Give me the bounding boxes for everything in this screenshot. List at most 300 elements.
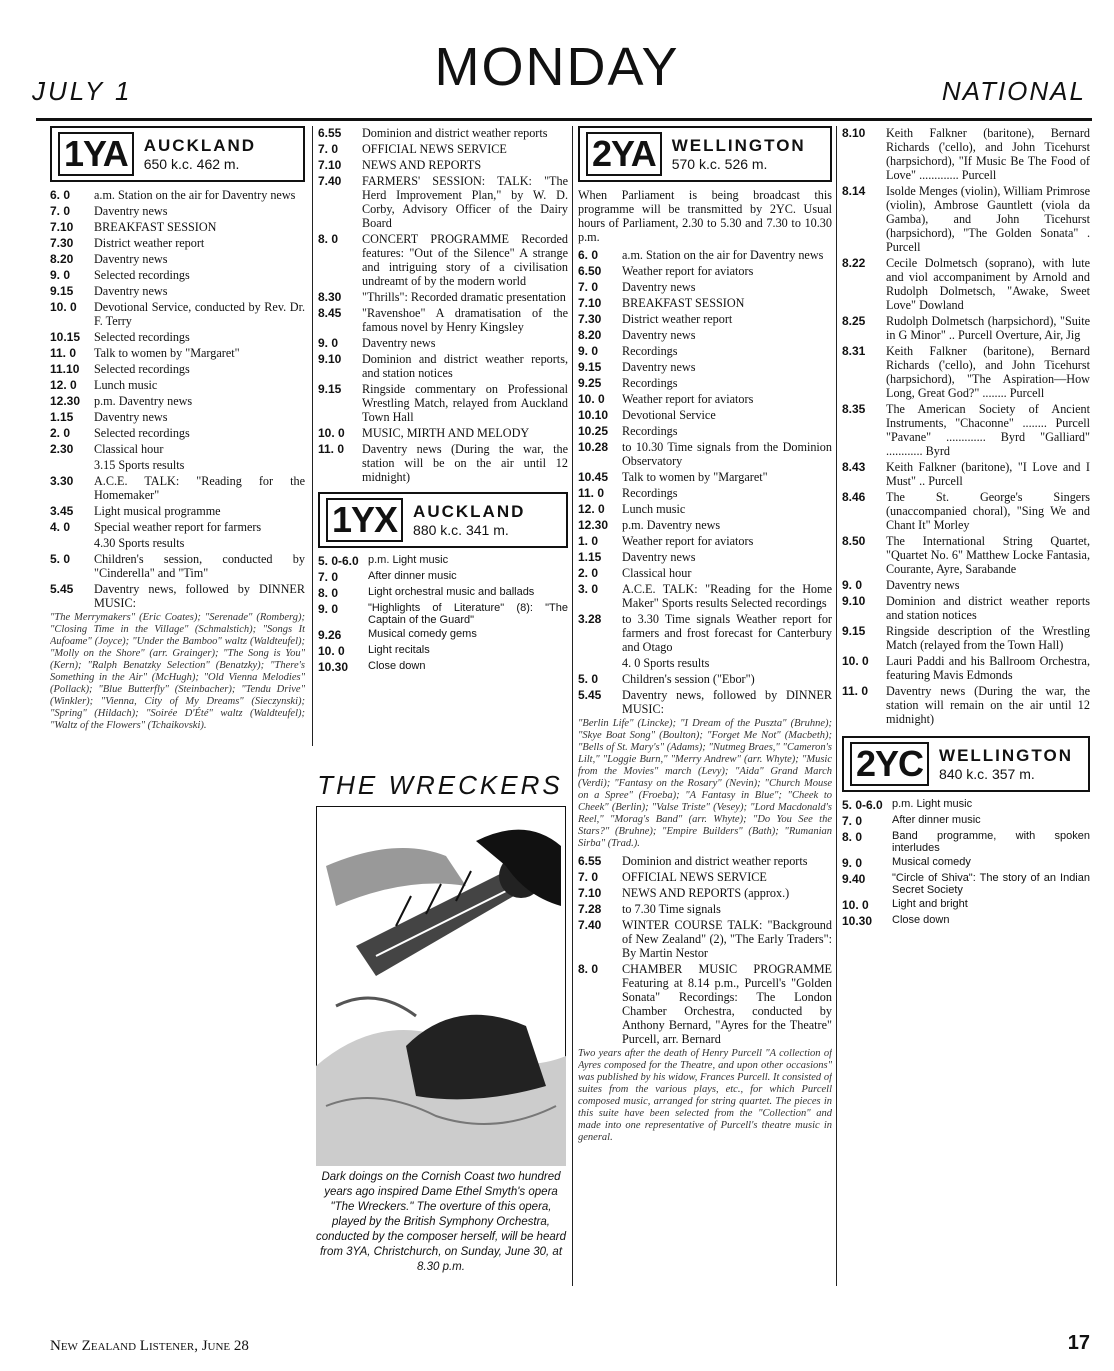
programme-time: 8.20 [578,328,602,342]
programme-title: Musical comedy gems [368,628,477,640]
station-header-1yx [318,492,568,548]
station-city: WELLINGTON [939,746,1073,765]
programme-title: Musical comedy [892,856,971,868]
programme-title: Daventry news [94,284,168,298]
programme-item [578,688,832,716]
programme-item [318,644,568,658]
programme-time: 8.14 [842,184,866,198]
programme-title: 3.15 Sports results [94,458,185,472]
programme-item [318,352,568,380]
wreckers-illustration [316,806,566,1166]
programme-time: 8.22 [842,256,866,270]
programme-item [50,458,305,472]
programme-item [578,312,832,326]
programme-title: Daventry news [622,550,696,564]
programme-title: a.m. Station on the air for Daventry news [622,248,824,262]
programme-item [842,872,1090,896]
programme-time: 9.15 [318,382,342,396]
programme-item [318,602,568,626]
programme-item [318,290,568,304]
programme-time: 11. 0 [578,486,605,500]
programme-title: Talk to women by "Margaret" [94,346,240,360]
programme-item [50,300,305,328]
programme-time: 8.10 [842,126,866,140]
programme-title: Daventry news [94,410,168,424]
programme-time: 11.10 [50,362,80,376]
programme-item [318,426,568,440]
programme-title: MUSIC, MIRTH AND MELODY [362,426,530,440]
programme-title: Daventry news [622,328,696,342]
programme-title: to 10.30 Time signals from the Dominion Observatory [622,440,832,468]
programme-item [50,442,305,456]
station-call: 1YA [58,132,134,176]
programme-item [50,220,305,234]
programme-item [842,898,1090,912]
programme-item [578,328,832,342]
programme-title: Talk to women by "Margaret" [622,470,768,484]
station-header-1ya [50,126,305,182]
programme-title: BREAKFAST SESSION [622,296,745,310]
dinner-music-note: "The Merrymakers" (Eric Coates); "Serenade" (Romberg); "Closing Time in the Village" (Schmalstich); "Songs It Aufoame" (Joyce); "Under the Bamboo" waltz (Waldteufel); "Molly on the Shore" (arr. Grainger); "The Song is You" (Kern); "Ralph Benatzky Selection" (Benatzky); "There's Something in the Air" (McHugh); "Old Vienna Melodies" (Pollack); "Blue Butterfly" (Steinbacher); "Tendu Drive" (Winkler); "Vienna, City of My Dreams" (Sieczynski); "Spring" (Hildach); "Soirée D'Été" waltz (Waldteufel); "Waltz of the Flowers" (Tchaikovski). [50,612,305,731]
programme-item [578,612,832,654]
programme-time: 7. 0 [578,870,599,884]
programme-title: Lunch music [622,502,686,516]
programme-time: 8.25 [842,314,866,328]
programme-title: Devotional Service [622,408,716,422]
programme-title: WINTER COURSE TALK: "Background of New Zealand" (2), "The Early Traders": By Martin Nestor [622,918,832,960]
programme-list [318,126,568,484]
programme-time: 6. 0 [578,248,599,262]
programme-time: 12. 0 [578,502,605,516]
programme-item [50,394,305,408]
programme-title: "Ravenshoe" A dramatisation of the famous novel by Henry Kingsley [362,306,568,334]
programme-time: 1. 0 [578,534,599,548]
programme-title: Light and bright [892,898,968,910]
programme-item [578,376,832,390]
programme-time: 8.46 [842,490,866,504]
programme-item [50,552,305,580]
programme-time: 10. 0 [842,654,869,668]
programme-item [578,870,832,884]
purcell-note: Two years after the death of Henry Purcell "A collection of Ayres composed for the Theatre, and upon other occasions" was published by his widow, Frances Purcell. It consisted of suites from the various plays, etc., for which Purcell composed music, arranged for string quartet. The pieces in this suite have been selected from the "Collection" and made into one representative of Purcell's theatre music in general. [578,1048,832,1143]
programme-list [842,798,1090,928]
programme-title: District weather report [622,312,733,326]
programme-title: The American Society of Ancient Instruments, "Chaconne" ........ Purcell "Pavane" ............. Byrd "Galliard" ............ Byrd [886,402,1090,458]
programme-time: 7.40 [578,918,602,932]
programme-time: 8.45 [318,306,342,320]
programme-item [578,296,832,310]
programme-item [50,268,305,282]
programme-item [842,624,1090,652]
programme-item [578,392,832,406]
programme-title: Dominion and district weather reports, and station notices [362,352,568,380]
programme-time: 5.45 [50,582,74,596]
programme-item [50,362,305,376]
programme-time: 9.15 [842,624,866,638]
programme-item [318,306,568,334]
programme-item [578,902,832,916]
programme-item [318,382,568,424]
programme-time: 7.28 [578,902,602,916]
programme-time: 5. 0-6.0 [842,798,883,812]
programme-item [578,656,832,670]
programme-title: Daventry news, followed by DINNER MUSIC: [622,688,832,716]
programme-item [842,126,1090,182]
programme-time: 3.28 [578,612,602,626]
programme-title: After dinner music [368,570,457,582]
programme-time: 6.50 [578,264,602,278]
programme-title: OFFICIAL NEWS SERVICE [362,142,507,156]
programme-time: 8. 0 [578,962,599,976]
programme-time: 5. 0 [50,552,71,566]
programme-item [578,550,832,564]
programme-item [842,594,1090,622]
programme-item [842,830,1090,854]
programme-time: 9.40 [842,872,866,886]
programme-time: 8.20 [50,252,74,266]
programme-title: Isolde Menges (violin), William Primrose (violin), Ambrose Gauntlett (viola da Gamba), and John Ticehurst (harpsichord), "The Golden Sonata" . Purcell [886,184,1090,254]
programme-title: Close down [892,914,950,926]
programme-title: Children's session ("Ebor") [622,672,755,686]
programme-item [50,474,305,502]
programme-item [318,174,568,230]
station-call: 1YX [326,498,403,542]
programme-title: Devotional Service, conducted by Rev. Dr. F. Terry [94,300,305,328]
programme-list [842,126,1090,726]
programme-time: 12. 0 [50,378,77,392]
programme-item [318,628,568,642]
programme-item [50,378,305,392]
footer-publication: New Zealand Listener, June 28 [50,1338,249,1354]
programme-item [578,582,832,610]
programme-title: After dinner music [892,814,981,826]
programme-list [578,248,832,716]
programme-time: 8. 0 [318,232,339,246]
programme-time: 10.45 [578,470,609,484]
header-network: NATIONAL [941,76,1086,106]
programme-item [578,408,832,422]
programme-title: CONCERT PROGRAMME Recorded features: "Out of the Silence" A strange and intriguing story of a civilisation undreamt of by the modern world [362,232,568,288]
illustration-caption: Dark doings on the Cornish Coast two hundred years ago inspired Dame Ethel Smyth's opera "The Wreckers." The overture of this opera, played by the British Symphony Orchestra, conducted by the composer herself, will be heard from 3YA, Christchurch, on Sunday, June 30, at 8.30 p.m. [316,1171,566,1273]
programme-time: 8. 0 [318,586,339,600]
programme-time: 10.30 [842,914,873,928]
programme-title: Daventry news [622,360,696,374]
programme-time: 8.35 [842,402,866,416]
programme-item [578,518,832,532]
programme-time: 5. 0-6.0 [318,554,359,568]
programme-item [578,854,832,868]
programme-item [318,586,568,600]
programme-title: Recordings [622,344,678,358]
programme-item [318,570,568,584]
station-frequency: 880 k.c. 341 m. [413,522,509,538]
programme-item [842,534,1090,576]
programme-time: 12.30 [578,518,609,532]
programme-time: 8.50 [842,534,866,548]
programme-item [578,248,832,262]
programme-title: Keith Falkner (baritone), Bernard Richards ('cello), and John Ticehurst (harpsichord), "The Aspiration—How Long, Great God?" ........ Purcell [886,344,1090,400]
programme-item [578,886,832,900]
programme-time: 11. 0 [842,684,869,698]
programme-time: 2. 0 [50,426,71,440]
programme-title: Cecile Dolmetsch (soprano), with lute and viol accompaniment by Arnold and Rudolph Dolmetsch, "Awake, Sweet Love" Dowland [886,256,1090,312]
programme-title: Weather report for aviators [622,534,754,548]
programme-time: 4. 0 [50,520,71,534]
programme-time: 9.10 [842,594,866,608]
programme-item [578,502,832,516]
programme-title: A.C.E. TALK: "Reading for the Homemaker" [94,474,305,502]
programme-item [50,346,305,360]
programme-title: Dominion and district weather reports [362,126,548,140]
programme-title: Ringside commentary on Professional Wrestling Match, relayed from Auckland Town Hall [362,382,568,424]
programme-title: FARMERS' SESSION: TALK: "The Herd Improvement Plan," by W. D. Corby, Advisory Officer of the Dairy Board [362,174,568,230]
programme-time: 12.30 [50,394,81,408]
programme-title: A.C.E. TALK: "Reading for the Home Maker" Sports results Selected recordings [622,582,832,610]
programme-item [842,256,1090,312]
programme-item [50,188,305,202]
programme-title: Children's session, conducted by "Cinderella" and "Tim" [94,552,305,580]
column-2 [318,126,568,766]
programme-title: 4. 0 Sports results [622,656,710,670]
programme-time: 3. 0 [578,582,599,596]
programme-title: Lunch music [94,378,158,392]
programme-time: 8.30 [318,290,342,304]
programme-title: p.m. Daventry news [622,518,721,532]
programme-title: The International String Quartet, "Quartet No. 6" Matthew Locke Fantasia, Courante, Ayre, Sarabande [886,534,1090,576]
programme-title: BREAKFAST SESSION [94,220,217,234]
programme-item [842,798,1090,812]
programme-title: "Thrills": Recorded dramatic presentation [362,290,566,304]
header-rule [36,118,1092,121]
programme-item [318,660,568,674]
station-city: WELLINGTON [671,136,806,155]
programme-title: Keith Falkner (baritone), Bernard Richards ('cello), and John Ticehurst (harpsichord), "If Music Be The Food of Love" ............. Purcell [886,126,1090,182]
programme-item [842,654,1090,682]
programme-item [578,344,832,358]
programme-time: 7.40 [318,174,342,188]
programme-time: 7.30 [578,312,602,326]
programme-title: OFFICIAL NEWS SERVICE [622,870,767,884]
feature-title: THE WRECKERS [317,770,563,800]
programme-item [842,914,1090,928]
programme-time: 9. 0 [842,578,863,592]
programme-title: Recordings [622,486,678,500]
programme-title: Keith Falkner (baritone), "I Love and I Must" .. Purcell [886,460,1090,488]
programme-title: Rudolph Dolmetsch (harpsichord), "Suite in G Minor" .. Purcell Overture, Air, Jig [886,314,1090,342]
programme-item [50,520,305,534]
programme-time: 10. 0 [318,644,345,658]
column-divider [312,126,313,746]
programme-time: 8.31 [842,344,866,358]
programme-time [50,458,94,472]
programme-item [842,184,1090,254]
programme-title: p.m. Daventry news [94,394,193,408]
programme-item [578,486,832,500]
programme-item [842,402,1090,458]
programme-item [50,330,305,344]
programme-time: 9.26 [318,628,342,642]
programme-item [842,684,1090,726]
station-frequency: 840 k.c. 357 m. [939,766,1035,782]
programme-title: NEWS AND REPORTS [362,158,482,172]
programme-time: 11. 0 [50,346,77,360]
programme-time: 9. 0 [318,602,339,616]
programme-time: 3.30 [50,474,74,488]
station-city: AUCKLAND [143,136,257,155]
programme-time: 7. 0 [842,814,863,828]
programme-time: 7.10 [318,158,342,172]
programme-time: 10. 0 [318,426,345,440]
programme-time: 5. 0 [578,672,599,686]
programme-time: 11. 0 [318,442,345,456]
programme-title: Dominion and district weather reports [622,854,808,868]
programme-item [578,440,832,468]
programme-time: 9. 0 [50,268,71,282]
programme-time: 10. 0 [50,300,77,314]
programme-time: 9. 0 [842,856,863,870]
programme-time: 10. 0 [578,392,605,406]
programme-time: 9.10 [318,352,342,366]
page-title: MONDAY [434,37,680,97]
programme-title: Recordings [622,424,678,438]
programme-time: 7. 0 [318,142,339,156]
programme-title: a.m. Station on the air for Daventry news [94,188,296,202]
programme-time: 10. 0 [842,898,869,912]
programme-time: 2.30 [50,442,74,456]
programme-item [578,918,832,960]
programme-time: 7.30 [50,236,74,250]
programme-title: Daventry news [94,252,168,266]
programme-time: 10.15 [50,330,81,344]
station-call: 2YC [850,742,929,786]
programme-time: 9. 0 [578,344,599,358]
programme-item [50,252,305,266]
column-divider [836,126,837,1286]
programme-title: Daventry news [622,280,696,294]
programme-item [318,554,568,568]
programme-item [578,424,832,438]
header-date: JULY 1 [32,76,133,106]
programme-title: Daventry news [886,578,960,592]
station-call: 2YA [586,132,662,176]
station-frequency: 650 k.c. 462 m. [143,156,240,172]
programme-title: Light orchestral music and ballads [368,586,535,598]
programme-title: Daventry news (During the war, the station will be on the air until 12 midnight) [362,442,568,484]
programme-time: 10.30 [318,660,349,674]
programme-title: NEWS AND REPORTS (approx.) [622,886,790,900]
programme-item [50,410,305,424]
programme-item [578,360,832,374]
column-1yA [50,126,305,746]
programme-title: Band programme, with spoken interludes [892,830,1090,854]
programme-title: 4.30 Sports results [94,536,185,550]
programme-title: Light musical programme [94,504,221,518]
programme-list [50,188,305,610]
programme-item [50,284,305,298]
programme-item [50,536,305,550]
programme-time: 2. 0 [578,566,599,580]
programme-title: Close down [368,660,426,672]
programme-item [578,534,832,548]
station-header-2yc [842,736,1090,792]
programme-title: Lauri Paddi and his Ballroom Orchestra, featuring Mavis Edmonds [886,654,1090,682]
programme-item [842,856,1090,870]
programme-item [50,504,305,518]
programme-time: 7.10 [50,220,74,234]
programme-item [578,672,832,686]
programme-title: Recordings [622,376,678,390]
programme-time: 7.10 [578,296,602,310]
programme-time: 10.10 [578,408,609,422]
programme-title: Selected recordings [94,330,190,344]
programme-title: Daventry news [94,204,168,218]
programme-title: Selected recordings [94,268,190,282]
station-header-2ya [578,126,832,182]
programme-time: 1.15 [578,550,602,564]
programme-time: 5.45 [578,688,602,702]
programme-title: Ringside description of the Wrestling Match (relayed from the Town Hall) [886,624,1090,652]
programme-item [50,426,305,440]
column-divider [572,126,573,1286]
programme-item [318,442,568,484]
programme-time [50,536,94,550]
programme-title: p.m. Light music [368,554,449,566]
page-number: 17 [1067,1332,1090,1354]
column-4 [842,126,1090,1286]
programme-title: Special weather report for farmers [94,520,262,534]
programme-time: 6. 0 [50,188,71,202]
programme-item [50,582,305,610]
programme-item [318,126,568,140]
programme-title: Daventry news [362,336,436,350]
programme-item [842,314,1090,342]
station-city: AUCKLAND [413,502,526,521]
programme-item [50,204,305,218]
programme-item [318,232,568,288]
programme-item [842,460,1090,488]
programme-time: 10.28 [578,440,609,454]
station-frequency: 570 k.c. 526 m. [671,156,768,172]
programme-item [578,566,832,580]
programme-title: Weather report for aviators [622,392,754,406]
programme-list [318,554,568,674]
programme-title: CHAMBER MUSIC PROGRAMME Featuring at 8.14 p.m., Purcell's "Golden Sonata" Recordings: The London Chamber Orchestra, conducted by Anthony Bernard, "Ayres for the Theatre" Purcell, arr. Bernard [622,962,832,1046]
programme-title: Daventry news, followed by DINNER MUSIC: [94,582,305,610]
programme-title: Light recitals [368,644,430,656]
programme-time: 7. 0 [50,204,71,218]
programme-time: 9. 0 [318,336,339,350]
parliament-notice: When Parliament is being broadcast this programme will be transmitted by 2YC. Usual hours of Parliament, 2.30 to 5.30 and 7.30 to 10.30 p.m. [578,188,832,244]
programme-item [842,490,1090,532]
programme-title: Classical hour [622,566,692,580]
programme-time: 10.25 [578,424,609,438]
programme-title: Selected recordings [94,362,190,376]
programme-time [578,656,622,670]
programme-time: 8. 0 [842,830,863,844]
programme-list [578,854,832,1046]
programme-item [318,336,568,350]
programme-title: "Highlights of Literature" (8): "The Captain of the Guard" [368,602,568,626]
programme-time: 9.25 [578,376,602,390]
dinner-music-note: "Berlin Life" (Lincke); "I Dream of the Puszta" (Bruhne); "Skye Boat Song" (Boulton); "Forget Me Not" (Macbeth); "Bells of St. Mary's" (Adams); "Nutmeg Braes," "Cameron's Lilt," "Loggie Burn," "Merry Andrew" (arr. Whyte); "Music from the Movies" march (Levy); "Aida" Grand March (Verdi); "Fantasy on the Rosary" (Nevin); "Church Mouse on a Spree" (Froeba); "A Fantasy in Blue"; "Cheek to Cheek" (Berlin); "Valse Triste" (Vesey); "Lord Macdonald's Reel," "Morag's Band" (arr. Whyte); "Do You See the Stars?" (Bruhne); "Empire Builders" (Bath); "Rumanian Sirba" (Trad.). [578,718,832,849]
programme-time: 6.55 [318,126,342,140]
programme-title: Weather report for aviators [622,264,754,278]
programme-time: 9.15 [578,360,602,374]
programme-item [578,280,832,294]
programme-title: Classical hour [94,442,164,456]
programme-time: 3.45 [50,504,74,518]
programme-title: p.m. Light music [892,798,973,810]
